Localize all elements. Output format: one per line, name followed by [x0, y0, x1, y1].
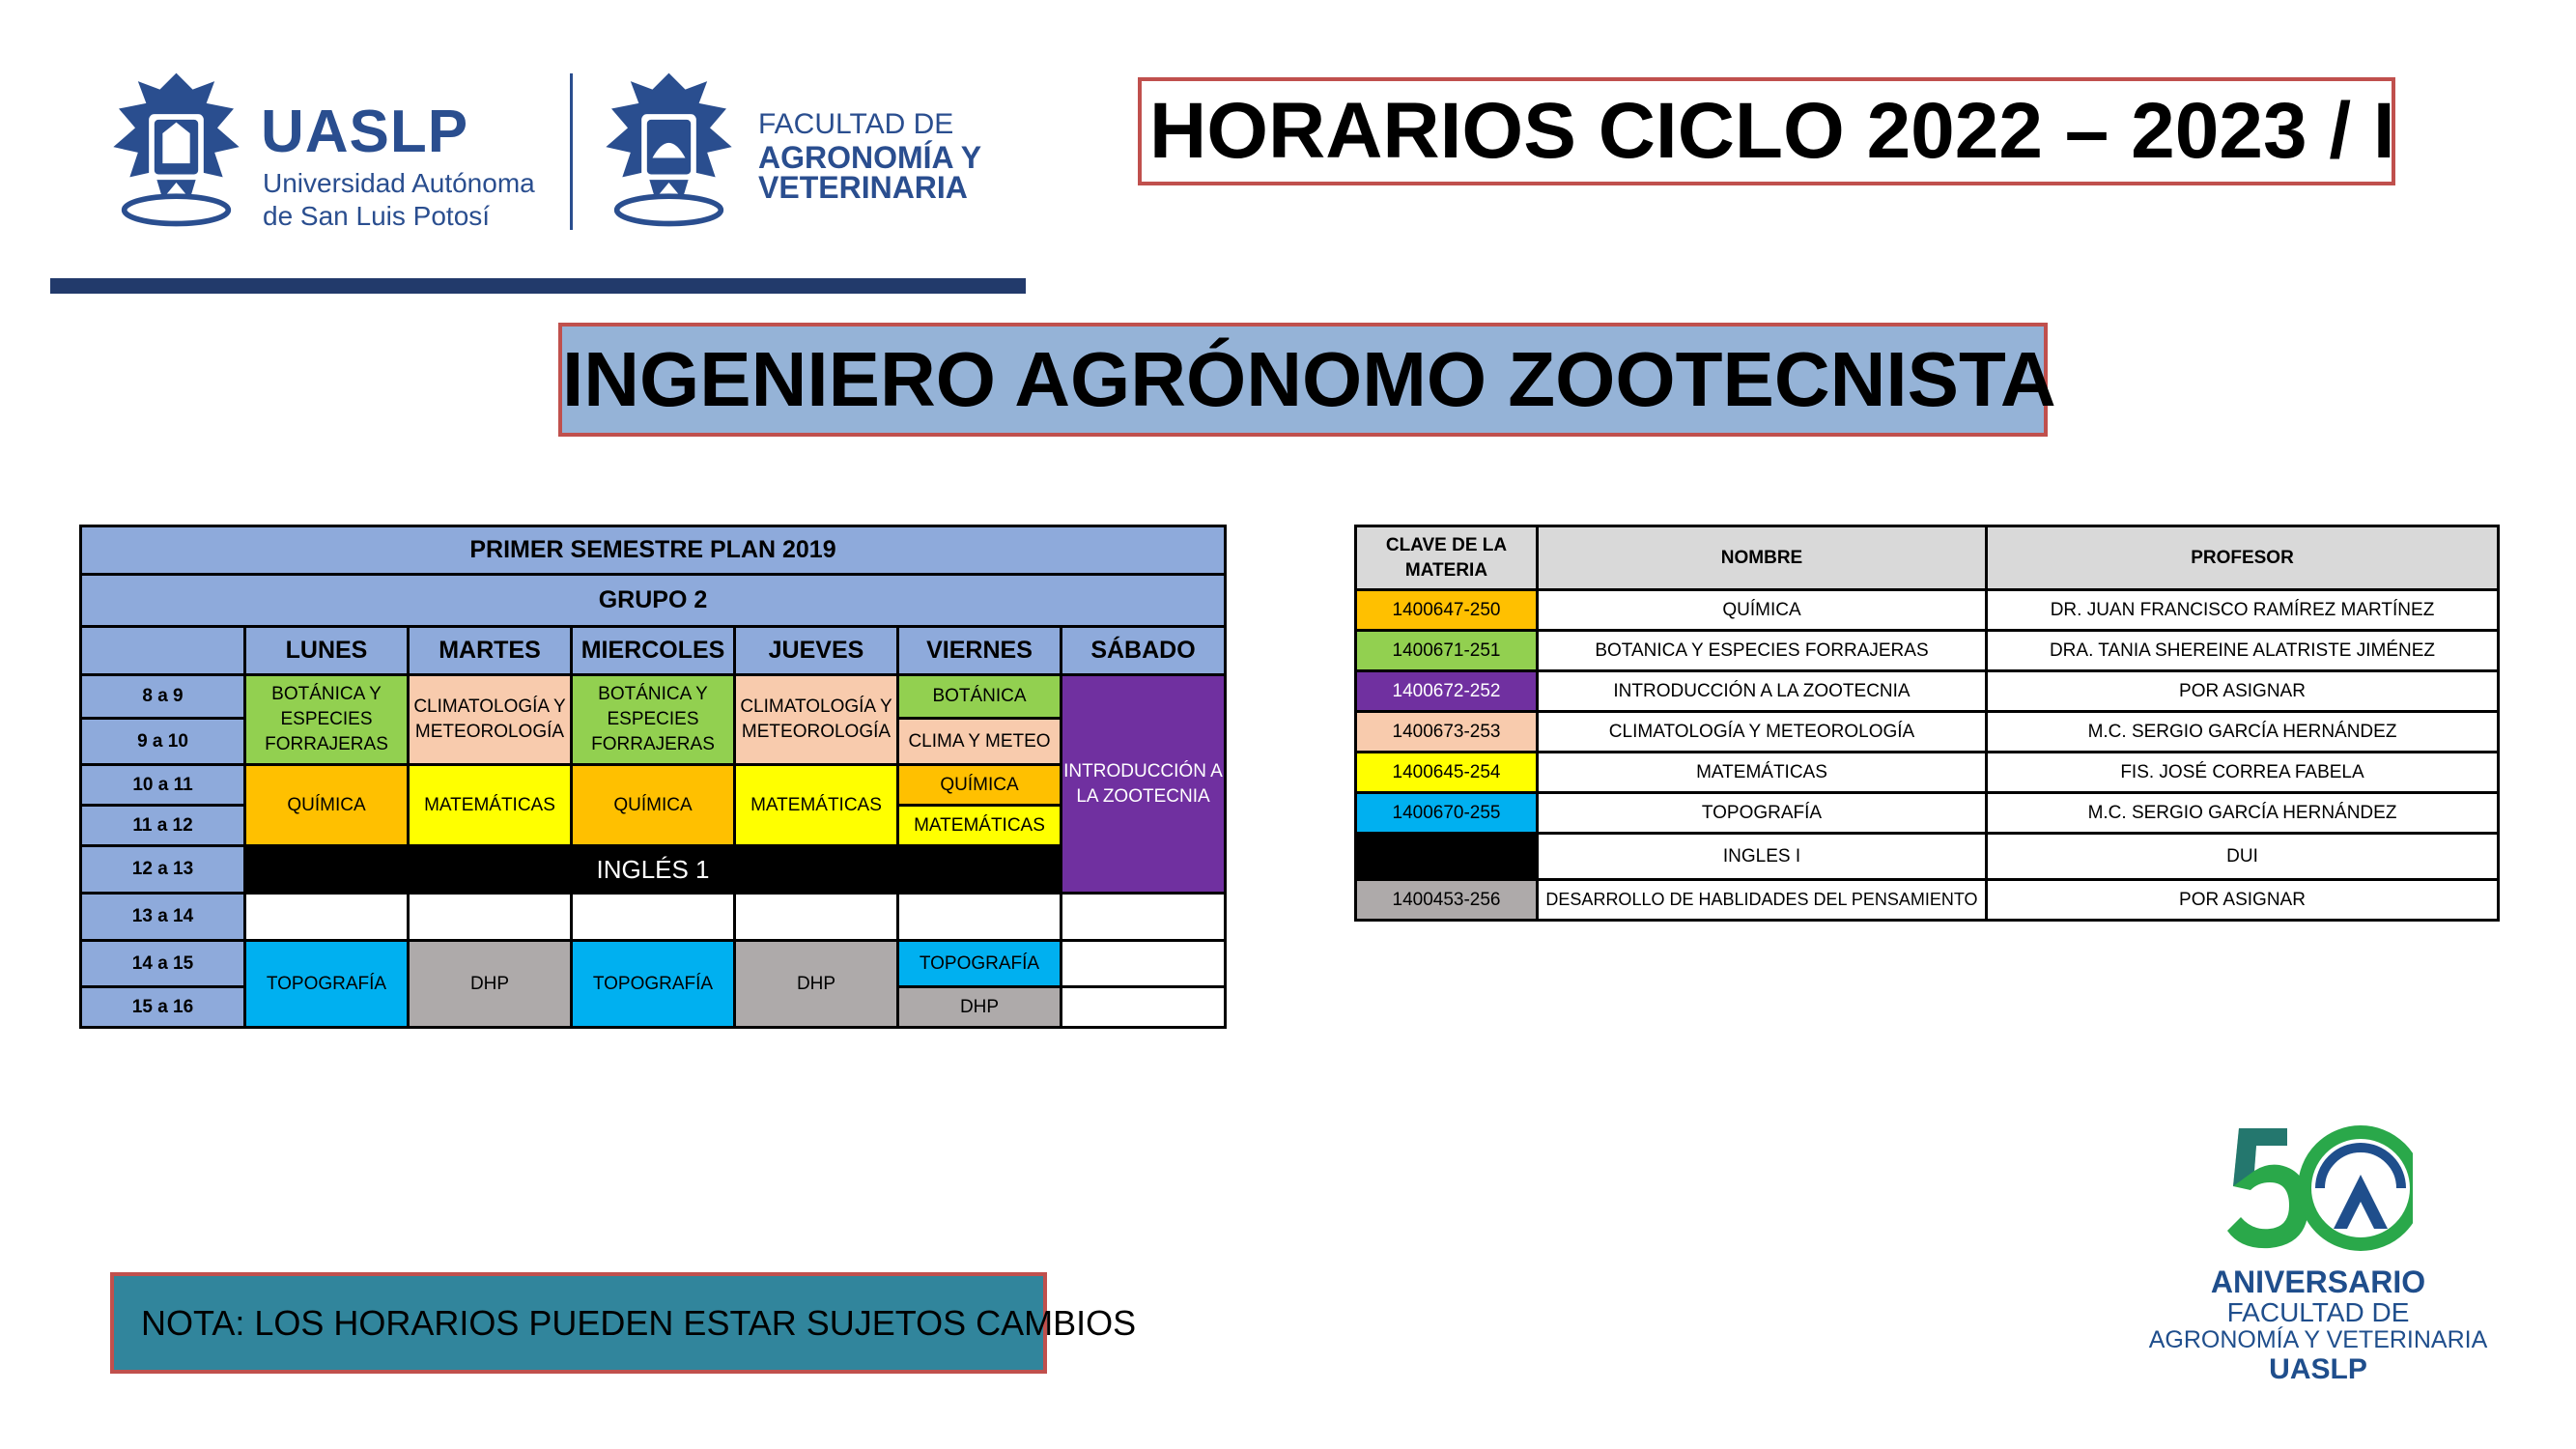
day-header: SÁBADO — [1062, 627, 1226, 675]
class-cell: TOPOGRAFÍA — [245, 941, 409, 1028]
empty-cell — [898, 894, 1062, 941]
subject-teacher: DRA. TANIA SHEREINE ALATRISTE JIMÉNEZ — [1987, 631, 2499, 671]
day-header: VIERNES — [898, 627, 1062, 675]
class-cell: QUÍMICA — [572, 765, 735, 846]
subject-teacher: M.C. SERGIO GARCÍA HERNÁNDEZ — [1987, 712, 2499, 753]
subject-code: 1400647-250 — [1356, 590, 1538, 631]
page-title: HORARIOS CICLO 2022 – 2023 / I — [1138, 77, 2395, 185]
class-cell: BOTÁNICA Y ESPECIES FORRAJERAS — [245, 675, 409, 765]
subject-name: CLIMATOLOGÍA Y METEOROLOGÍA — [1538, 712, 1987, 753]
subject-teacher: DUI — [1987, 834, 2499, 880]
faculty-crest-icon — [599, 68, 739, 232]
class-cell: BOTÁNICA Y ESPECIES FORRAJERAS — [572, 675, 735, 765]
faculty-line-2: AGRONOMÍA Y — [758, 140, 982, 175]
uaslp-line-1: Universidad Autónoma — [263, 168, 535, 198]
subject-code — [1356, 834, 1538, 880]
anniversary-line-4: UASLP — [2269, 1353, 2367, 1385]
empty-cell — [409, 894, 572, 941]
empty-cell — [245, 894, 409, 941]
anniversary-line-1: ANIVERSARIO — [2210, 1264, 2426, 1299]
hour-label: 10 a 11 — [81, 765, 245, 806]
schedule-note: NOTA: LOS HORARIOS PUEDEN ESTAR SUJETOS CAMBIOS — [110, 1272, 1047, 1374]
empty-cell — [735, 894, 898, 941]
uaslp-line-2: de San Luis Potosí — [263, 201, 491, 231]
table-row — [1356, 631, 2499, 671]
subject-teacher: POR ASIGNAR — [1987, 880, 2499, 921]
subject-name: INGLES I — [1538, 834, 1987, 880]
class-cell: CLIMATOLOGÍA Y METEOROLOGÍA — [409, 675, 572, 765]
class-cell: MATEMÁTICAS — [898, 806, 1062, 846]
class-cell: DHP — [898, 987, 1062, 1028]
class-cell: QUÍMICA — [245, 765, 409, 846]
schedule-group: GRUPO 2 — [81, 575, 1226, 627]
subjects-table — [1354, 525, 2500, 922]
column-header: NOMBRE — [1538, 526, 1987, 590]
subject-code: 1400673-253 — [1356, 712, 1538, 753]
class-cell: CLIMATOLOGÍA Y METEOROLOGÍA — [735, 675, 898, 765]
program-title: INGENIERO AGRÓNOMO ZOOTECNISTA — [558, 323, 2048, 437]
subject-code: 1400453-256 — [1356, 880, 1538, 921]
subject-code: 1400645-254 — [1356, 753, 1538, 793]
logo-divider — [570, 73, 573, 230]
column-header: PROFESOR — [1987, 526, 2499, 590]
anniversary-logo — [2135, 1121, 2502, 1385]
class-cell: TOPOGRAFÍA — [898, 941, 1062, 987]
subject-code: 1400672-252 — [1356, 671, 1538, 712]
hour-label: 8 a 9 — [81, 675, 245, 719]
table-row — [1356, 590, 2499, 631]
empty-cell — [1062, 987, 1226, 1028]
subject-teacher: M.C. SERGIO GARCÍA HERNÁNDEZ — [1987, 793, 2499, 834]
table-row — [1356, 671, 2499, 712]
hour-label: 14 a 15 — [81, 941, 245, 987]
anniversary-line-3: AGRONOMÍA Y VETERINARIA — [2148, 1326, 2488, 1353]
class-cell: QUÍMICA — [898, 765, 1062, 806]
class-cell: INGLÉS 1 — [245, 846, 1062, 894]
subject-name: BOTANICA Y ESPECIES FORRAJERAS — [1538, 631, 1987, 671]
uaslp-logo-block — [106, 68, 995, 237]
uaslp-wordmark: UASLP — [261, 99, 469, 165]
table-row — [1356, 712, 2499, 753]
table-row — [1356, 834, 2499, 880]
subject-teacher: POR ASIGNAR — [1987, 671, 2499, 712]
subject-name: INTRODUCCIÓN A LA ZOOTECNIA — [1538, 671, 1987, 712]
hour-label: 15 a 16 — [81, 987, 245, 1028]
empty-cell — [1062, 894, 1226, 941]
subject-teacher: DR. JUAN FRANCISCO RAMÍREZ MARTÍNEZ — [1987, 590, 2499, 631]
empty-cell — [1062, 941, 1226, 987]
class-cell: INTRODUCCIÓN A LA ZOOTECNIA — [1062, 675, 1226, 894]
uaslp-crest-icon — [106, 68, 246, 232]
table-row — [1356, 880, 2499, 921]
class-cell: DHP — [409, 941, 572, 1028]
subject-name: QUÍMICA — [1538, 590, 1987, 631]
subject-code: 1400671-251 — [1356, 631, 1538, 671]
hour-label: 11 a 12 — [81, 806, 245, 846]
subject-name: TOPOGRAFÍA — [1538, 793, 1987, 834]
hour-label: 13 a 14 — [81, 894, 245, 941]
day-header: LUNES — [245, 627, 409, 675]
empty-cell — [572, 894, 735, 941]
faculty-line-1: FACULTAD DE — [758, 108, 954, 140]
corner-cell — [81, 627, 245, 675]
hour-label: 12 a 13 — [81, 846, 245, 894]
class-cell: TOPOGRAFÍA — [572, 941, 735, 1028]
fifty-logo-icon — [2220, 1121, 2413, 1254]
uaslp-subtitle — [263, 167, 535, 233]
day-header: MIERCOLES — [572, 627, 735, 675]
schedule-title: PRIMER SEMESTRE PLAN 2019 — [81, 526, 1226, 575]
table-row — [1356, 793, 2499, 834]
subject-teacher: FIS. JOSÉ CORREA FABELA — [1987, 753, 2499, 793]
class-cell: MATEMÁTICAS — [735, 765, 898, 846]
class-cell: BOTÁNICA — [898, 675, 1062, 719]
subject-name: MATEMÁTICAS — [1538, 753, 1987, 793]
subject-name: DESARROLLO DE HABLIDADES DEL PENSAMIENTO — [1538, 880, 1987, 921]
table-row — [1356, 753, 2499, 793]
class-cell: CLIMA Y METEO — [898, 719, 1062, 765]
anniversary-line-2: FACULTAD DE — [2226, 1297, 2410, 1327]
faculty-line-3: VETERINARIA — [758, 170, 968, 205]
class-cell: MATEMÁTICAS — [409, 765, 572, 846]
class-cell: DHP — [735, 941, 898, 1028]
day-header: JUEVES — [735, 627, 898, 675]
day-header: MARTES — [409, 627, 572, 675]
subject-code: 1400670-255 — [1356, 793, 1538, 834]
column-header: CLAVE DE LA MATERIA — [1356, 526, 1538, 590]
hour-label: 9 a 10 — [81, 719, 245, 765]
header-rule — [50, 278, 1026, 294]
schedule-table — [79, 525, 1227, 1029]
